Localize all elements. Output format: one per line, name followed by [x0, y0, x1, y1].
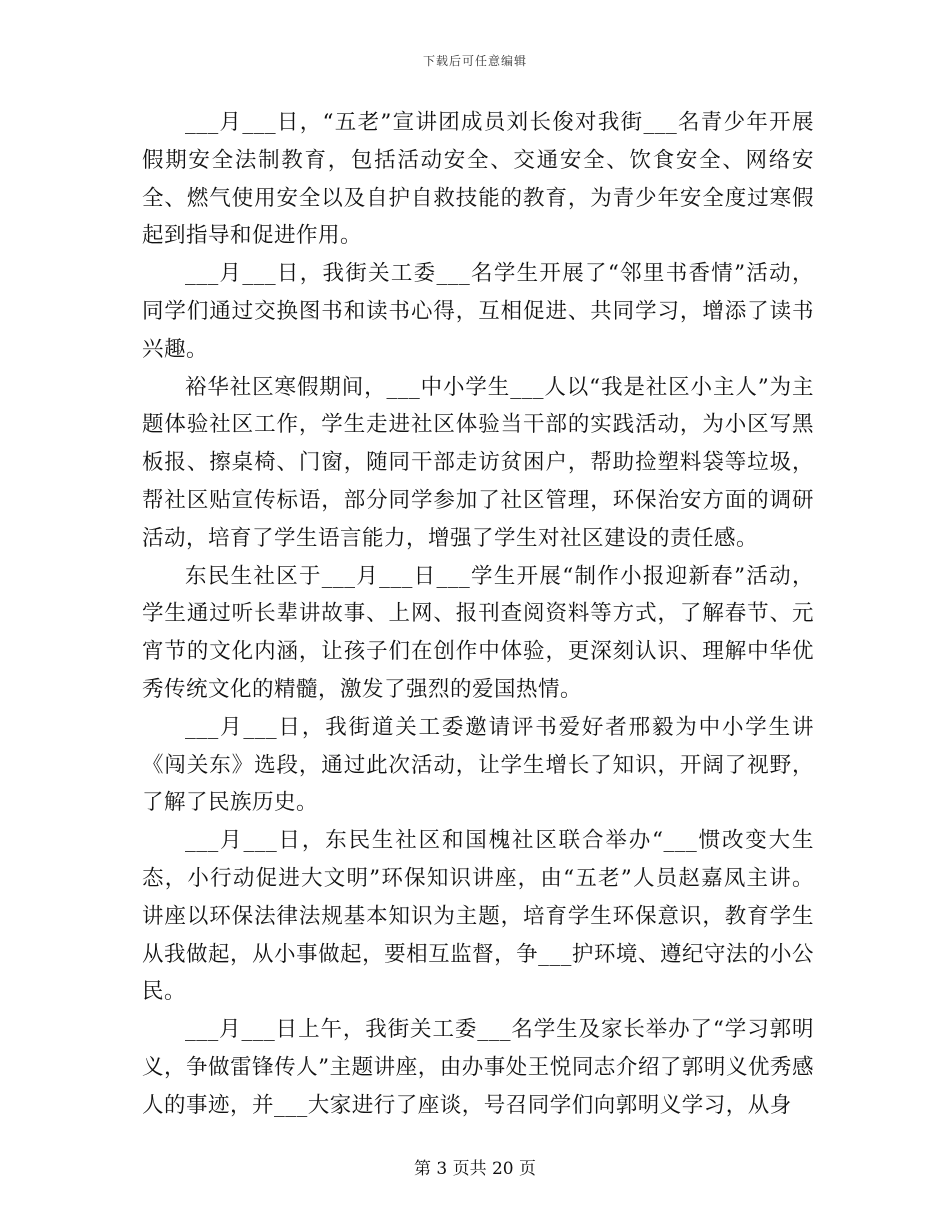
- page-number-footer: 第 3 页共 20 页: [413, 1159, 537, 1179]
- paragraph: ___月___日，“五老”宣讲团成员刘长俊对我街___名青少年开展假期安全法制教育，包括活动安全、交通安全、饮食安全、网络安全、燃气使用安全以及自护自救技能的教育，为青少年安全度过寒假起到指导和促进作用。: [142, 110, 814, 249]
- paragraph: ___月___日，我街道关工委邀请评书爱好者邢毅为中小学生讲《闯关东》选段，通过此次活动，让学生增长了知识，开阔了视野，了解了民族历史。: [142, 714, 814, 816]
- paragraph: 裕华社区寒假期间，___中小学生___人以“我是社区小主人”为主题体验社区工作，学生走进社区体验当干部的实践活动，为小区写黑板报、擦桌椅、门窗，随同干部走访贫困户，帮助捡塑料袋等垃圾，帮社区贴宣传标语，部分同学参加了社区管理，环保治安方面的调研活动，培育了学生语言能力，增强了学生对社区建设的责任感。: [142, 374, 814, 551]
- paragraph: ___月___日，东民生社区和国槐社区联合举办“___惯改变大生态，小行动促进大文明”环保知识讲座，由“五老”人员赵嘉凤主讲。讲座以环保法律法规基本知识为主题，培育学生环保意识，教育学生从我做起，从小事做起，要相互监督，争___护环境、遵纪守法的小公民。: [142, 828, 814, 1005]
- paragraph: ___月___日上午，我街关工委___名学生及家长举办了“学习郭明义，争做雷锋传人”主题讲座，由办事处王悦同志介绍了郭明义优秀感人的事迹，并___大家进行了座谈，号召同学们向郭明义学习，从身: [142, 1017, 814, 1118]
- paragraph: 东民生社区于___月___日___学生开展“制作小报迎新春”活动，学生通过听长辈讲故事、上网、报刊查阅资料等方式，了解春节、元宵节的文化内涵，让孩子们在创作中体验，更深刻认识、理解中华优秀传统文化的精髓，激发了强烈的爱国热情。: [142, 563, 814, 702]
- page-header: 下载后可任意编辑: [422, 54, 527, 68]
- document-body: [142, 104, 814, 1125]
- paragraph: ___月___日，我街关工委___名学生开展了“邻里书香情”活动，同学们通过交换图书和读书心得，互相促进、共同学习，增添了读书兴趣。: [142, 261, 814, 362]
